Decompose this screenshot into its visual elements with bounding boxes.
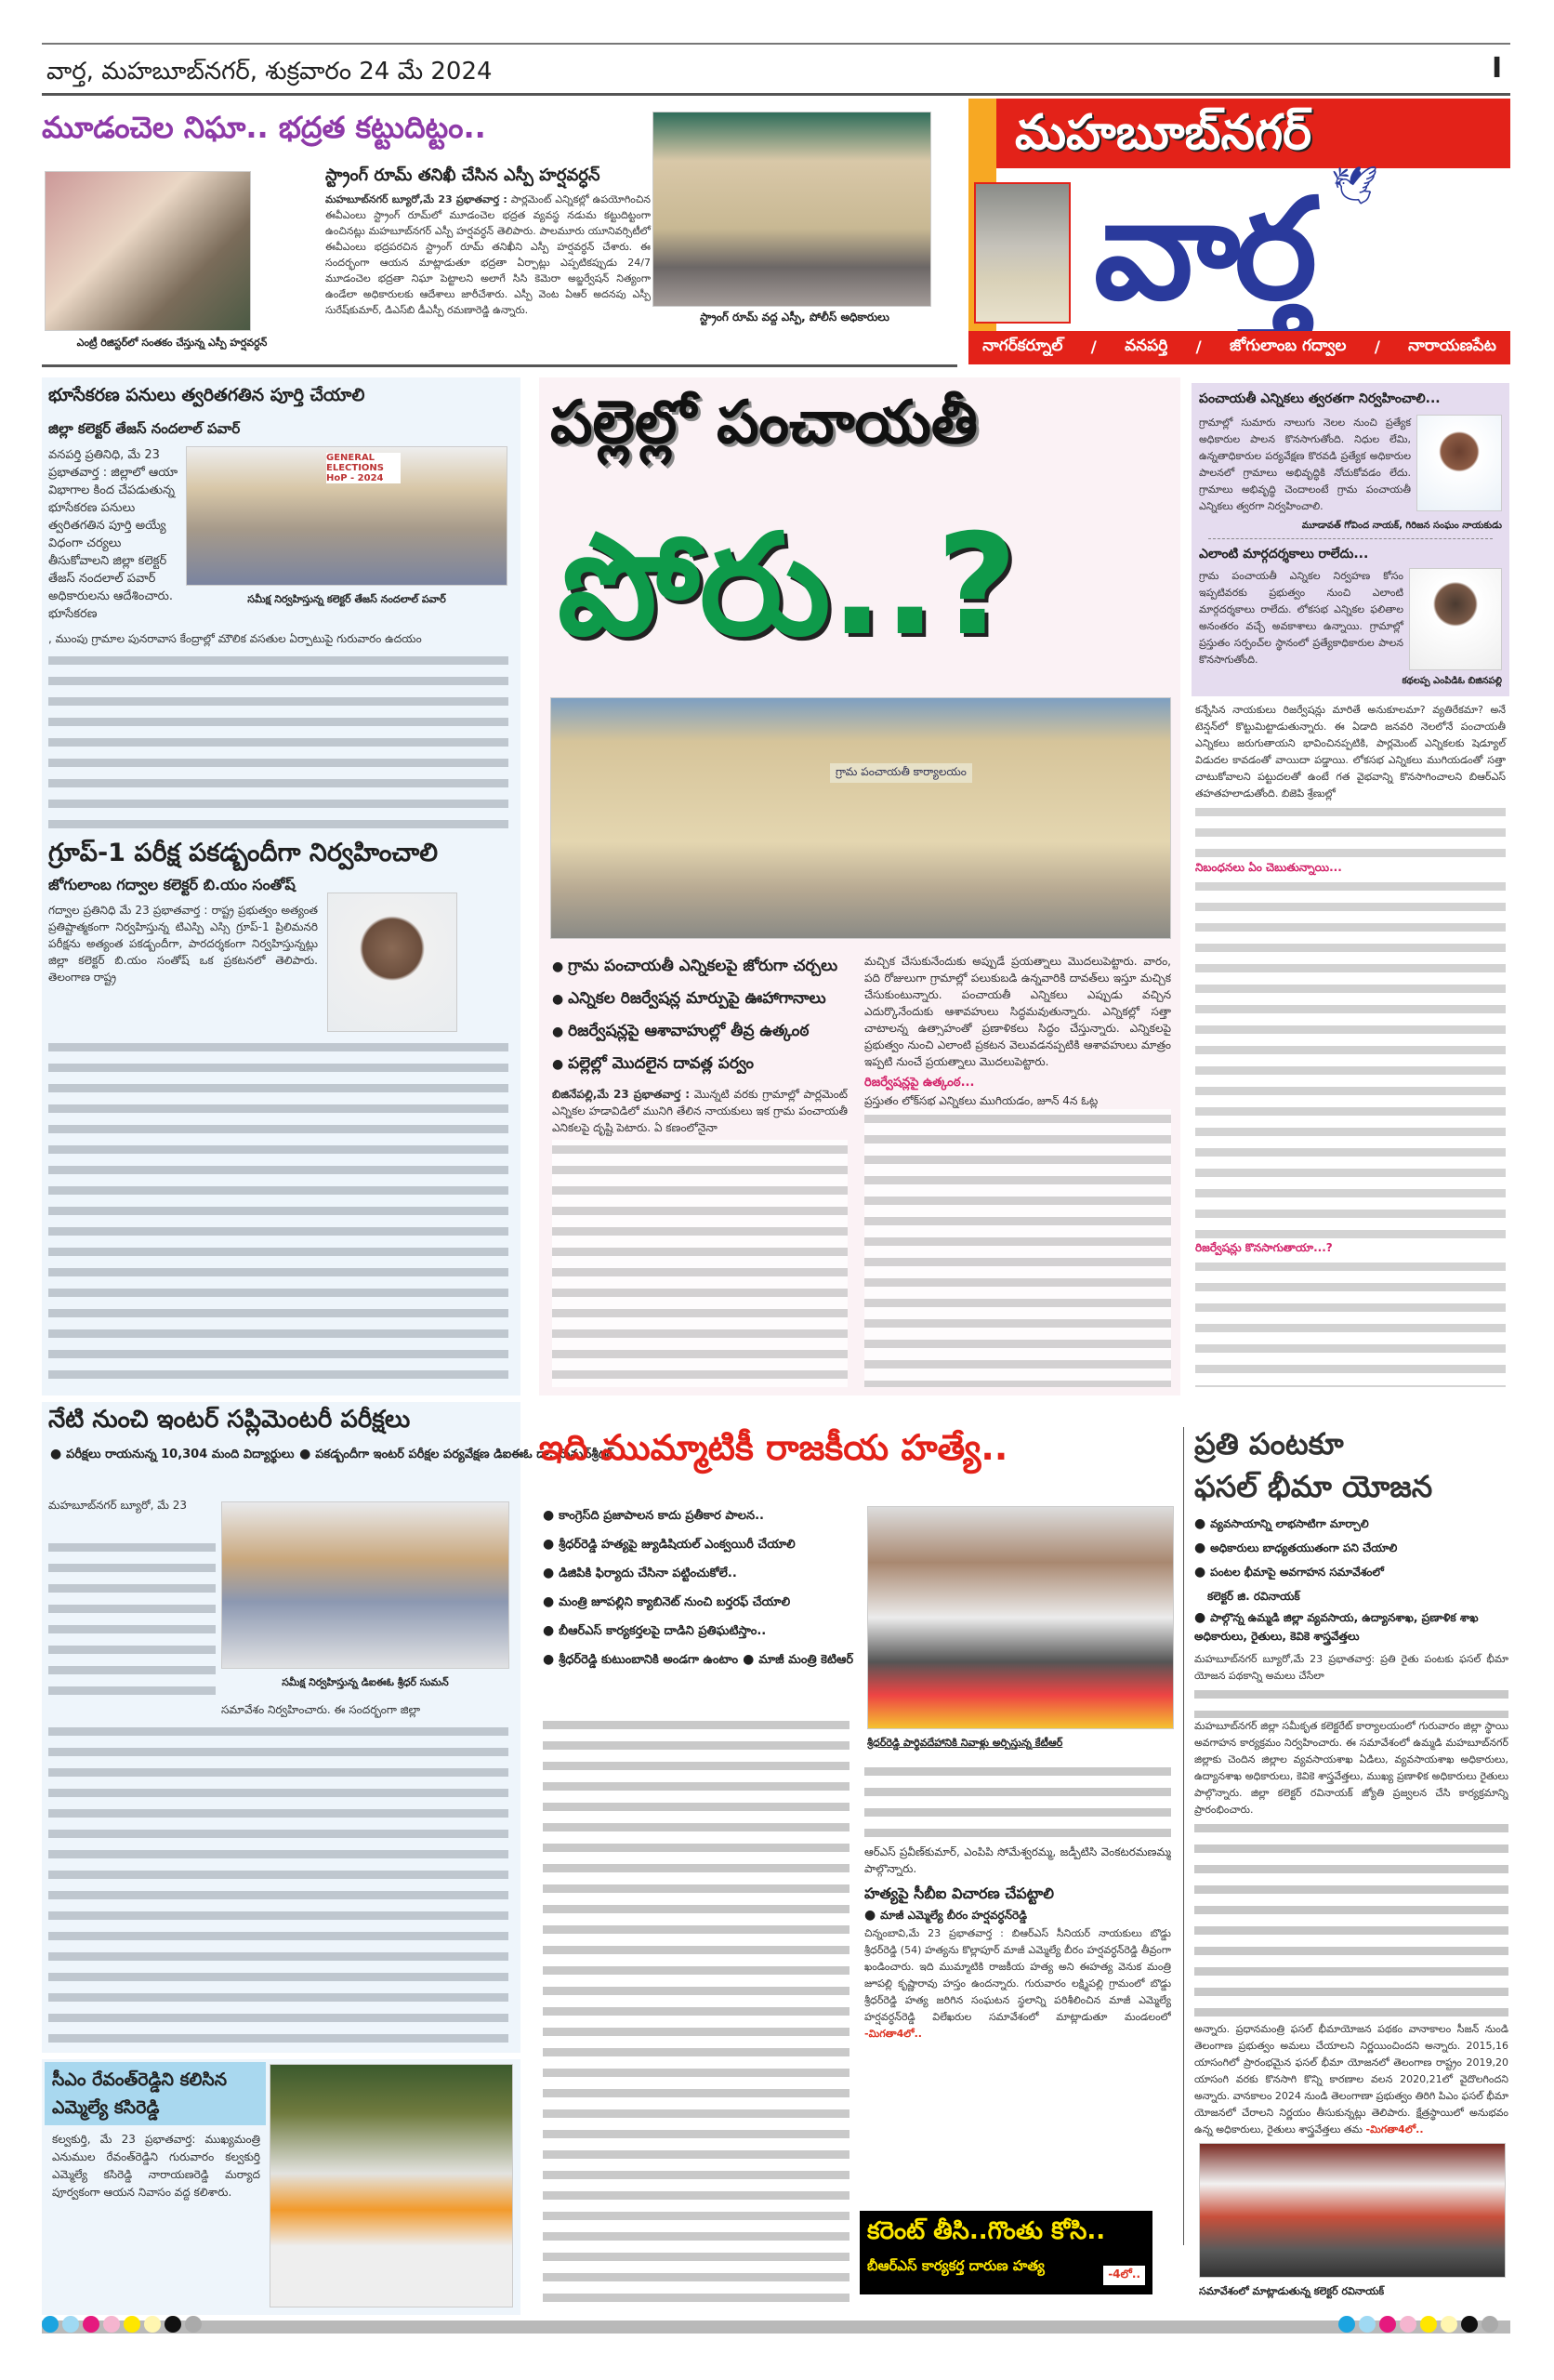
opinion-divider [1208, 538, 1493, 539]
bima-caption: సమావేశంలో మాట్లాడుతున్న కలెక్టర్ రవినాయక్ [1199, 2285, 1385, 2297]
cm-headline: సీఎం రేవంత్‌రెడ్డిని కలిసిన ఎమ్మెల్యే కసిరెడ్డి [45, 2062, 266, 2125]
bima-headline [1194, 1422, 1508, 1508]
cbi-subheadline: హత్యపై సీబీఐ విచారణ చేపట్టాలి [864, 1884, 1054, 1902]
opinion-box [1192, 383, 1509, 696]
bullet: ● పల్లెల్లో మొదలైన దావత్ల పర్వం [552, 1048, 754, 1080]
current-more[interactable]: -4లో.. [1103, 2266, 1145, 2285]
cm-photo [270, 2064, 513, 2307]
panchayat-sub-rules: నిబంధనలు ఏం చెబుతున్నాయి... [1195, 861, 1342, 874]
bima-text-cont [1194, 1685, 1508, 1718]
district-nagarkurnool[interactable]: నాగర్‌కర్నూల్ [982, 337, 1063, 355]
dam-photo [974, 182, 1071, 324]
bullet: ● ఎన్నికల రిజర్వేషన్ల మార్పుపై ఊహాగానాలు [552, 983, 826, 1015]
bima-body-3 [1194, 2021, 1508, 2138]
bima-body: మహబూబ్‌నగర్ బ్యూరో,మే 23 ప్రభాతవార్త: ప్రతి రైతు పంటకు ఫసల్ భీమా యోజన పథకాన్ని అమలు చేసేలా [1194, 1653, 1508, 1682]
group1-body: గద్వాల ప్రతినిధి మే 23 ప్రభాతవార్త : రాష్ట్ర ప్రభుత్వం అత్యంత ప్రతిష్టాత్మకంగా నిర్వహిస్తున్న టిఎస్పి ఎస్సి గ్రూప్-1 ప్రిలిమనరి పరీక్షను అత్యంత పకడ్బందీగా, పారదర్శకంగా నిర్వహిస్తున్నట్లు జిల్లా కలెక్టర్ బి.యం సంతోష్ ఒక ప్రకటనలో తెలిపారు. తెలంగాణ రాష్ట్ర [48, 904, 318, 984]
group1-text-continued [48, 1038, 508, 1385]
continued-link[interactable]: -మిగతా4లో.. [864, 2028, 922, 2040]
bullet: ● బీఆర్‌ఎస్ కార్యకర్తలపై దాడిని ప్రతిఘటిస్తాం.. [543, 1617, 766, 1646]
bullet: ● రిజర్వేషన్లపై ఆశావాహుల్లో తీవ్ర ఉత్కంఠ [552, 1015, 809, 1048]
bima-text-cont-2 [1194, 1818, 1508, 2021]
land-body-2: , ముంపు గ్రామాల పునరావాస కేంద్రాల్లో మౌలిక వసతుల ఏర్పాటుపై గురువారం ఉదయం [48, 632, 422, 645]
strongroom-dateline: మహబూబ్‌నగర్ బ్యూరో,మే 23 ప్రభాతవార్త : [325, 193, 507, 205]
bullet-continued: కలెక్టర్ జి. రవినాయక్ [1207, 1590, 1300, 1603]
column-divider [1183, 1427, 1184, 2245]
bima-headline-1: ప్రతి పంటకూ [1194, 1426, 1344, 1461]
district-wanaparthy[interactable]: వనపర్తి [1125, 337, 1168, 355]
bullet: ● మాజీ మంత్రి కెటిఆర్ [743, 1646, 853, 1674]
panchayat-office-photo [550, 697, 1171, 939]
govind-naik-photo [1416, 415, 1502, 511]
inter-headline: నేటి నుంచి ఇంటర్ సప్లిమెంటరీ పరీక్షలు [48, 1406, 411, 1434]
land-headline: భూసేకరణ పనులు త్వరితగతిన పూర్తి చేయాలి [48, 385, 365, 405]
panchayat-sub-reservation: రిజర్వేషన్లపై ఉత్కంఠ... [864, 1076, 975, 1090]
masthead-city: మహబూబ్‌నగర్ [1015, 105, 1312, 161]
bullet: ● పకడ్బందీగా ఇంటర్ పరీక్షల పర్యవేక్షణ డిఐఈఓ డా. సుమన్‌శ్రీధర్ [299, 1443, 613, 1466]
ktr-caption: శ్రీధర్‌రెడ్డి పార్థివదేహానికి నివాళ్లు అర్పిస్తున్న కేటీఆర్ [867, 1737, 1063, 1749]
panchayat-sub-continue: రిజర్వేషన్లు కొనసాగుతాయా...? [1195, 1241, 1333, 1254]
masthead-city-band [996, 99, 1510, 168]
murder-headline: ఇది ముమ్మాటికీ రాజకీయ హత్యే.. [539, 1427, 1008, 1468]
inter-photo [221, 1501, 509, 1669]
panchayat-left-column [552, 950, 848, 1387]
bullet: ● పంటల భీమాపై అవగాహన సమావేశంలో [1194, 1560, 1384, 1584]
cbi-text: చిన్నంబావి,మే 23 ప్రభాతవార్త : బిఆర్‌ఎస్ సీనియర్ నాయకులు బొడ్డు శ్రీధర్‌రెడ్డి (54) హత్యను కొల్లాపూర్ మాజీ ఎమ్మెల్యే బీరం హర్షవర్ధన్‌రెడ్డి తీవ్రంగా ఖండించారు. ఇది ముమ్మాటికి రాజకీయ హత్య అని ఈహత్య వెనుక మంత్రి జూపల్లి కృష్ణారావు హస్తం ఉందన్నారు. గురువారం లక్ష్మిపల్లి గ్రామంలో బొడ్డు శ్రీధర్‌రెడ్డి హత్య జరిగిన సంఘటన స్థలాన్ని పరిశీలించిన మాజీ ఎమ్మెల్యే హర్షవర్ధన్‌రెడ్డి విలేఖరుల సమావేశంలో మాట్లాడుతూ మండలంలో [864, 1927, 1171, 2023]
strongroom-text: పార్లమెంట్ ఎన్నికల్లో ఉపయోగించిన ఈవీఎంలు స్ట్రాంగ్ రూమ్‌లో మూడంచెల భద్రత వ్యవస్థ నడుమ కట్టుదిట్టంగా ఉంచినట్లు మహబూబ్‌నగర్ ఎస్పీ హర్షవర్ధన్ తెలిపారు. పాలమూరు యూనివర్సిటీలో ఈవీఎంలు భద్రపరచిన స్ట్రాంగ్ రూమ్ తనిఖీని ఎస్పీ హర్షవర్ధన్ చేశారు. ఈ సందర్భంగా ఆయన మాట్లాడుతూ భద్రతా ఏర్పాట్లు ఎప్పటికప్పుడు 24/7 మూడంచెల భద్రతా నిఘా పెట్టాలని అలాగే సిసి కెమెరా అబ్జర్వేషన్ నిత్యంగా ఉండేలా అధికారులకు ఆదేశాలు జారీచేశారు. ఎస్పీ వెంట ఏఆర్ అదనపు ఎస్పీ సురేష్‌కుమార్, డిఎస్‌బి డీఎస్పీ రమణారెడ్డి ఉన్నారు. [325, 193, 652, 316]
panchayat-headline-big: పోరు..? [558, 505, 1018, 667]
opinion1-row [1199, 415, 1502, 515]
current-box [860, 2211, 1152, 2294]
bullet: ● కాంగ్రెస్‌ది ప్రజాపాలన కాదు ప్రతీకార పాలన.. [543, 1501, 764, 1530]
panchayat-text-continued [552, 1140, 848, 1387]
murder-bullets [543, 1501, 859, 1674]
strongroom-photo-register [45, 171, 251, 331]
kathalappa-photo [1409, 568, 1502, 670]
registration-bar [42, 2320, 1510, 2334]
panchayat-bullets [552, 950, 848, 1080]
inter-dateline: మహబూబ్‌నగర్ బ్యూరో, మే 23 [48, 1499, 188, 1512]
panchayat-headline: పల్లెల్లో పంచాయతీ [550, 389, 978, 457]
bima-headline-2: ఫసల్ భీమా యోజన [1194, 1469, 1433, 1504]
bullet: ● అధికారులు బాధ్యతయుతంగా పని చేయాలి [1194, 1536, 1397, 1560]
bullet: ● డిజిపికి ఫిర్యాదు చేసినా పట్టించుకోలే.. [543, 1559, 737, 1588]
cbi-body [864, 1925, 1171, 2043]
inter-bullets [50, 1443, 613, 1466]
panchayat-col3: కన్నేసిన నాయకులు రిజర్వేషన్లు మారితే అనుకూలమా? వ్యతిరేకమా? అనే టెన్షన్‌లో కొట్టుమిట్టాడుతున్నారు. ఈ ఏడాది జనవరి నెలలోనే పంచాయతీ ఎన్నికలు జరుగుతాయని భావించినప్పటికి, పార్లమెంట్ ఎన్నికలకు షెడ్యూల్ విడుదల కావడంతో వాయిదా పడ్డాయి. లోకసభ ఎన్నికలు ముగియడంతో సత్తా చాటుకోవాలని పట్టుదలతో ఉంటే గత వైభవాన్ని కొనసాగించాలని బిఆర్‌ఎస్ తహతహలాడుతోంది. బిజెపి శ్రేణుల్లో [1195, 704, 1506, 800]
strongroom-headline: మూడంచెల నిఘా.. భద్రత కట్టుదిట్టం.. [42, 110, 486, 145]
opinion2-title: ఎలాంటి మార్గదర్శకాలు రాలేదు... [1199, 547, 1369, 562]
bima-body-2: మహబూబ్‌నగర్ జిల్లా సమీకృత కలెక్టరేట్ కార్యాలయంలో గురువారం జిల్లా స్థాయి అవగాహన కార్యక్రమం నిర్వహించారు. ఈ సమావేశంలో ఉమ్మడి మహబూబ్‌నగర్ జిల్లాకు చెందిన జిల్లాల వ్యవసాయశాఖ ఏడిలు, వ్యవసాయశాఖ అధికారులు, ఉద్యానశాఖ అధికారులు, కెవికె శాస్త్రవేత్తలు, ముఖ్య ప్రణాళిక అధికారులు రైతులు పాల్గొన్నారు. జిల్లా కలెక్టర్ రవినాయక్ జ్యోతి ప్రజ్వలన చేసి కార్యక్రమాన్ని ప్రారంభించారు. [1194, 1720, 1508, 1816]
inter-caption: సమీక్ష నిర్వహిస్తున్న డిఐఈఓ శ్రీధర్ సుమన్ [282, 1676, 449, 1688]
current-headline: కరెంట్ తీసి..గొంతు కోసి.. [867, 2217, 1106, 2245]
bima-bullets [1194, 1512, 1508, 1646]
panchayat-col2: మచ్చిక చేసుకునేందుకు అప్పుడే ప్రయత్నాలు మొదలుపెట్టారు. వారం, పది రోజులుగా గ్రామాల్లో పలుకుబడి ఉన్నవారికి దావత్‌లు ఇస్తూ మచ్చిక చేసుకుంటున్నారు. పంచాయతీ ఎన్నికలు ఎప్పుడు వచ్చిన ఎదుర్కొనేందుకు ఆశావహులు సిద్ధమవుతున్నారు. ఎన్నికల్లో సత్తా చాటాలన్న ఉత్సాహంతో ప్రణాళికలు సిద్ధం చేస్తున్నారు. ఎన్నికలపై ప్రభుత్వం నుంచి ఎలాంటి ప్రకటన వెలువడనప్పటికి ఆశావహులు మాత్రం ఇప్పటి నుంచే ప్రయత్నాలు మొదలుపెట్టారు. [864, 955, 1171, 1068]
photo-caption-float [651, 192, 934, 331]
election-banner: GENERAL ELECTIONS HoP - 2024 [326, 453, 401, 483]
land-photo [186, 446, 507, 586]
panchayat-text: మొన్నటి వరకు గ్రామాల్లో పార్లమెంట్ ఎన్నికల హడావిడిలో మునిగి తేలిన నాయకులు ఇక గ్రామ పంచాయతీ ఎనికలపై దృష్టి పెటారు. ఏ కణంలోనైనా [552, 1088, 848, 1134]
land-text-continued [48, 651, 508, 833]
inter-body: సమావేశం నిర్వహించారు. ఈ సందర్భంగా జిల్లా [221, 1703, 421, 1716]
color-registration-left [42, 2316, 202, 2333]
murder-text-left [543, 1715, 849, 2310]
murder-tail: ఆర్‌ఎస్ ప్రవీణ్‌కుమార్, ఎంపిపి సోమేశ్వరమ్మ, జడ్పీటిసి వెంకటరమణమ్మ పాల్గొన్నారు. [864, 1845, 1171, 1875]
panchayat-col2-continued [864, 1109, 1171, 1387]
masthead-title: వార్త [1094, 169, 1312, 331]
district-bar: నాగర్‌కర్నూల్ / వనపర్తి / జోగులాంబ గద్వాల / నారాయణపేట [968, 331, 1510, 364]
panchayat-dateline: బిజినేపల్లి,మే 23 ప్రభాతవార్త : [552, 1088, 691, 1101]
bullet: ● గ్రామ పంచాయతీ ఎన్నికలపై జోరుగా చర్చలు [552, 950, 837, 983]
inter-text-continued [48, 1722, 508, 2047]
bullet: ● మంత్రి జూపల్లిని క్యాబినెట్ నుంచి బర్తరఫ్ చేయాలి [543, 1588, 790, 1617]
group1-headline: గ్రూప్-1 పరీక్ష పకడ్బందీగా నిర్వహించాలి [48, 839, 439, 867]
opinion2-row [1199, 568, 1502, 670]
bima-photo [1199, 2143, 1506, 2278]
color-registration-right [1338, 2316, 1498, 2333]
masthead [968, 99, 1510, 331]
bullet: ● వ్యవసాయాన్ని లాభసాటిగా మార్చాలి [1194, 1512, 1369, 1536]
land-body: వనపర్తి ప్రతినిధి, మే 23 ప్రభాతవార్త : జిల్లాలో ఆయా విభాగాల కింద చేపడుతున్న భూసేకరణ పనులు త్వరితగతిన పూర్తి అయ్యే విధంగా చర్యలు తీసుకోవాలని జిల్లా కలెక్టర్ తేజస్ నందలాల్ పవార్ అధికారులను ఆదేశించారు. భూసేకరణ [48, 448, 178, 621]
opinion1-signature: మూడావత్ గోవింద నాయక్, గిరిజన సంఘం నాయకుడు [1301, 521, 1502, 531]
cbi-sub-bullet: ● మాజీ ఎమ్మెల్యే బీరం హర్షవర్ధన్‌రెడ్డి [864, 1905, 1171, 1925]
land-subhead: జిల్లా కలెక్టర్ తేజస్ నందలాల్ పవార్ [48, 420, 241, 437]
murder-right-column [864, 1762, 1171, 2203]
land-caption: సమీక్ష నిర్వహిస్తున్న కలెక్టర్ తేజస్ నందలాల్ పవార్ [247, 593, 446, 605]
cm-body: కల్వకుర్తి, మే 23 ప్రభాతవార్త: ముఖ్యమంత్రి ఎనుముల రేవంత్‌రెడ్డిని గురువారం కల్వకుర్తి ఎమ్మెల్యే కసిరెడ్డి నారాయణరెడ్డి మర్యాద పూర్వకంగా ఆయన నివాసం వద్ద కలిశారు. [52, 2133, 260, 2199]
ktr-tribute-photo [867, 1506, 1174, 1729]
inter-text-left [48, 1538, 216, 1701]
opinion1-body: గ్రామాల్లో సుమారు నాలుగు నెలల నుంచి ప్రత్యేక అధికారుల పాలన కొనసాగుతోంది. నిధుల లేమి, ఉన్నతాధికారుల పర్యవేక్షణ కొరవడి ప్రత్యేక అధికారుల పాలనలో గ్రామాలు అభివృద్ధికి నోచుకోవడం లేదు. గ్రామాలు అభివృద్ధి చెందాలంటే గ్రామ పంచాయతీ ఎన్నికలు త్వరగా నిర్వహించాలి. [1199, 416, 1411, 512]
office-sign: గ్రామ పంచాయతీ కార్యాలయం [830, 763, 972, 783]
panchayat-col3-continued [1195, 802, 1506, 858]
bullet: ● పరీక్షలు రాయనున్న 10,304 మంది విద్యార్థులు [50, 1443, 295, 1466]
panchayat-col3-rules-text [1195, 877, 1506, 1238]
top-rule [42, 43, 1510, 45]
page-marker: I [1492, 52, 1503, 85]
continued-link[interactable]: -మిగతా4లో.. [1365, 2123, 1424, 2135]
current-subhead: బీఆర్‌ఎస్ కార్యకర్త దారుణ హత్య [867, 2257, 1045, 2274]
cm-text-column [45, 2062, 266, 2311]
panchayat-right-column [1192, 383, 1509, 1387]
opinion1-title: పంచాయతీ ఎన్నికలు త్వరతగా నిర్వహించాలి... [1199, 391, 1441, 406]
bullet: ● పాల్గొన్న ఉమ్మడి జిల్లా వ్యవసాయ, ఉద్యానశాఖ, ప్రణాళిక శాఖ అధికారులు, రైతులు, కెవికె శాస్త్రవేత్తలు [1194, 1608, 1508, 1646]
murder-text-right [864, 1762, 1171, 1844]
strongroom-body-area [325, 192, 934, 363]
group1-subhead: జోగులాంబ గద్వాల కలెక్టర్ బి.యం సంతోష్ [48, 876, 296, 893]
collector-santosh-photo [327, 892, 457, 1032]
district-narayanpet[interactable]: నారాయణపేట [1408, 337, 1496, 355]
opinion2-signature: కథలప్ప ఎంపిడిఓ బిజినపల్లి [1402, 676, 1502, 686]
panchayat-col3-end-text [1195, 1257, 1506, 1387]
dateline: వార్త, మహబూబ్‌నగర్, శుక్రవారం 24 మే 2024 [46, 58, 493, 86]
dove-logo-icon: 🕊 [1331, 165, 1378, 207]
district-gadwal[interactable]: జోగులాంబ గద్వాల [1230, 337, 1347, 355]
panchayat-col2b: ప్రస్తుతం లోక్‌సభ ఎన్నికలు ముగియడం, జూన్ 4న ఓట్ల [864, 1094, 1099, 1107]
strongroom-caption-2: స్ట్రాంగ్ రూమ్ వద్ద ఎస్పీ, పోలీస్ అధికారులు [700, 311, 889, 324]
bima-column [1194, 1422, 1508, 2138]
strongroom-caption-1: ఎంట్రీ రిజిస్టర్‌లో సంతకం చేస్తున్న ఎస్పీ హర్షవర్ధన్ [76, 337, 268, 349]
opinion2-body: గ్రామ పంచాయతీ ఎన్నికల నిర్వహణ కోసం ఇప్పటివరకు ప్రభుత్వం నుంచి ఎలాంటి మార్గదర్శకాలు రాలేదు. లోకసభ ఎన్నికల ఫలితాల అనంతరం వచ్చే అవకాశాలు ఉన్నాయి. గ్రామాల్లో ప్రస్తుతం సర్పంచ్‌ల స్థానంలో ప్రత్యేకాధికారుల పాలన కొనసాగుతోంది. [1199, 570, 1403, 666]
bima-text-3: అన్నారు. ప్రధానమంత్రి ఫసల్ భీమాయోజన పథకం వానాకాలం సీజన్ నుండి తెలంగాణ ప్రభుత్వం అమలు చేయాలని నిర్ణయించిందని అన్నారు. 2015,16 యాసంగిలో ప్రారంభమైన ఫసల్ భీమా యోజనలో తెలంగాణ రాష్ట్రం 2019,20 యాసంగి వరకు కొనసాగి కొన్ని కారణాల వలన 2020,21లో వైదొలగిందని అన్నారు. వానకాలం 2024 నుండి తెలంగాణా ప్రభుత్వం తిరిగి పిఎం ఫసల్ భీమా యోజనలో చేరాలని నిర్ణయం తీసుకున్నట్లు తెలిపారు. క్షేత్రస్థాయిలో అనుభవం ఉన్న అధికారులు, రైతులు శాస్త్రవేత్తలు తమ [1194, 2023, 1508, 2135]
bullet: ● శ్రీధర్‌రెడ్డి హత్యపై జ్యుడిషియల్ ఎంక్వయిరీ చేయాలి [543, 1530, 796, 1559]
bullet: ● శ్రీధర్‌రెడ్డి కుటుంబానికి అండగా ఉంటాం [543, 1646, 738, 1674]
section-rule [42, 364, 957, 367]
header-rule [42, 93, 1510, 96]
strongroom-subhead: స్ట్రాంగ్ రూమ్ తనిఖీ చేసిన ఎస్పీ హర్షవర్ధన్ [325, 165, 600, 185]
panchayat-col2-column [864, 953, 1171, 1387]
panchayat-body [552, 1086, 848, 1136]
